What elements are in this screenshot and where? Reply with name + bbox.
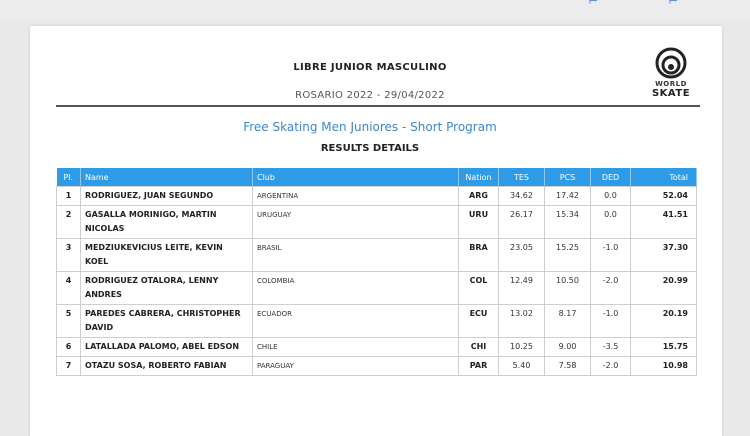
cell-tes: 23.05 [499,239,545,272]
cell-place: 3 [57,239,81,272]
cell-club: PARAGUAY [253,357,459,376]
cell-nation: URU [459,206,499,239]
cell-total: 52.04 [631,187,697,206]
cell-tes: 34.62 [499,187,545,206]
cell-pcs: 15.34 [545,206,591,239]
cell-pcs: 8.17 [545,305,591,338]
cell-pcs: 7.58 [545,357,591,376]
cell-ded: -1.0 [591,305,631,338]
logo-word-world: WORLD [655,80,687,88]
cell-nation: PAR [459,357,499,376]
table-row [57,305,697,338]
header-pcs: PCS [545,168,591,187]
document-subtitle: ROSARIO 2022 - 29/04/2022 [295,90,445,101]
cell-name: PAREDES CABRERA, CHRISTOPHER DAVID [81,305,253,338]
cell-name: MEDZIUKEVICIUS LEITE, KEVIN KOEL [81,239,253,272]
cell-club: CHILE [253,338,459,357]
cell-name: OTAZU SOSA, ROBERTO FABIAN [81,357,253,376]
results-table [56,168,697,376]
cell-total: 15.75 [631,338,697,357]
cell-club: ECUADOR [253,305,459,338]
world-skate-logo [646,46,696,102]
cell-total: 37.30 [631,239,697,272]
header-pl: Pl. [57,168,81,187]
cell-nation: COL [459,272,499,305]
cell-club: COLOMBIA [253,272,459,305]
cell-tes: 13.02 [499,305,545,338]
event-heading: Free Skating Men Juniores - Short Program [243,120,497,134]
cell-total: 41.51 [631,206,697,239]
cell-nation: ECU [459,305,499,338]
cell-place: 5 [57,305,81,338]
cell-nation: BRA [459,239,499,272]
document-page [30,26,722,436]
cell-total: 10.98 [631,357,697,376]
cell-ded: 0.0 [591,187,631,206]
cell-tes: 12.49 [499,272,545,305]
cell-nation: CHI [459,338,499,357]
table-row [57,187,697,206]
cell-ded: 0.0 [591,206,631,239]
cell-name: GASALLA MORINIGO, MARTIN NICOLAS [81,206,253,239]
document-title: LIBRE JUNIOR MASCULINO [293,62,447,73]
cell-pcs: 17.42 [545,187,591,206]
cell-name: RODRIGUEZ OTALORA, LENNY ANDRES [81,272,253,305]
header-divider [56,105,700,107]
toolbar-glyph-icon[interactable]: ⌐ [588,0,599,8]
cell-pcs: 10.50 [545,272,591,305]
cell-club: URUGUAY [253,206,459,239]
cell-place: 7 [57,357,81,376]
cell-total: 20.19 [631,305,697,338]
table-row [57,272,697,305]
world-skate-emblem-icon [654,46,688,80]
cell-ded: -3.5 [591,338,631,357]
cell-ded: -2.0 [591,272,631,305]
viewer-top-bar [0,0,750,20]
cell-ded: -2.0 [591,357,631,376]
logo-word-skate: SKATE [651,88,691,99]
cell-tes: 10.25 [499,338,545,357]
header-ded: DED [591,168,631,187]
cell-name: LATALLADA PALOMO, ABEL EDSON [81,338,253,357]
table-row [57,338,697,357]
table-row [57,357,697,376]
cell-club: ARGENTINA [253,187,459,206]
cell-tes: 26.17 [499,206,545,239]
cell-name: RODRIGUEZ, JUAN SEGUNDO [81,187,253,206]
cell-place: 2 [57,206,81,239]
cell-pcs: 15.25 [545,239,591,272]
header-name: Name [81,168,253,187]
cell-total: 20.99 [631,272,697,305]
cell-club: BRASIL [253,239,459,272]
cell-place: 6 [57,338,81,357]
toolbar-glyph-icon[interactable]: ⌐ [668,0,679,8]
results-details-heading: RESULTS DETAILS [320,143,420,154]
header-club: Club [253,168,459,187]
table-header-row [57,168,697,187]
cell-place: 1 [57,187,81,206]
header-tes: TES [499,168,545,187]
header-nation: Nation [459,168,499,187]
cell-ded: -1.0 [591,239,631,272]
cell-nation: ARG [459,187,499,206]
header-total: Total [631,168,697,187]
table-row [57,239,697,272]
cell-place: 4 [57,272,81,305]
table-row [57,206,697,239]
cell-pcs: 9.00 [545,338,591,357]
cell-tes: 5.40 [499,357,545,376]
